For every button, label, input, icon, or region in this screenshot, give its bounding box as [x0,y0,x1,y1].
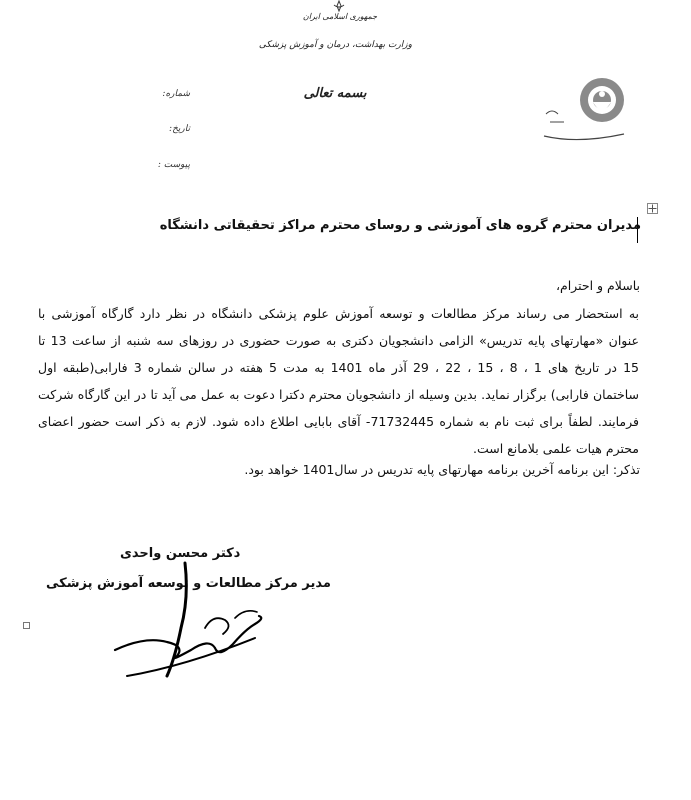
body-line: عنوان «مهارتهای پایه تدریس» الزامی دانشجویان دکتری به صورت حضوری در روزهای سه شنبه از ساعت 13 تا [38,333,639,348]
signatory-name: دکتر محسن واحدی [120,546,241,561]
body-line: 15 در تاریخ های 1 ، 8 ، 15 ، 22 ، 29 آذر ماه 1401 به مدت 5 هفته در سالن شماره 3 فارابی(طبقه اول [38,360,639,375]
attachment-label: پیوست : [157,160,190,170]
body-line: به استحضار می رساند مرکز مطالعات و توسعه آموزش علوم پزشکی دانشگاه در نظر دارد گارگاه آموزشی با [38,306,639,321]
note: تذکر: این برنامه آخرین برنامه مهارتهای پایه تدریس در سال1401 خواهد بود. [244,462,640,477]
body-line: ساختمان فارابی) برگزار نماید. بدین وسیله از دانشجویان محترم دکترا دعوت به عمل می آید تا در این گارگاه شرکت [38,387,639,402]
handwritten-signature [105,558,275,688]
republic-header: جمهوری اسلامی ایران [302,12,378,21]
addressee-heading: مدیران محترم گروه های آموزشی و روسای محترم مراکز تحقیقاتی دانشگاه [159,218,641,233]
university-logo-icon [538,74,634,150]
emblem-icon [330,0,348,12]
signatory-title: مدیر مرکز مطالعات و توسعه آموزش پزشکی [46,576,331,591]
date-label: تاریخ: [169,124,190,134]
ministry-header: وزارت بهداشت، درمان و آموزش پزشکی [258,40,412,50]
table-anchor-icon[interactable] [647,203,658,214]
letter-body [38,300,639,462]
body-line: فرمایند. لطفاً برای ثبت نام به شماره 71732445- آقای بابایی اطلاع داده شود. لازم به ذکر است حضور اعضای [38,414,639,429]
university-logo [538,74,634,150]
greeting: باسلام و احترام، [555,278,640,293]
number-label: شماره: [162,89,190,99]
body-line: محترم هیات علمی بلامانع است. [472,441,639,456]
bismillah-heading: بسمه تعالی [303,86,367,101]
paragraph-marker [23,622,30,629]
